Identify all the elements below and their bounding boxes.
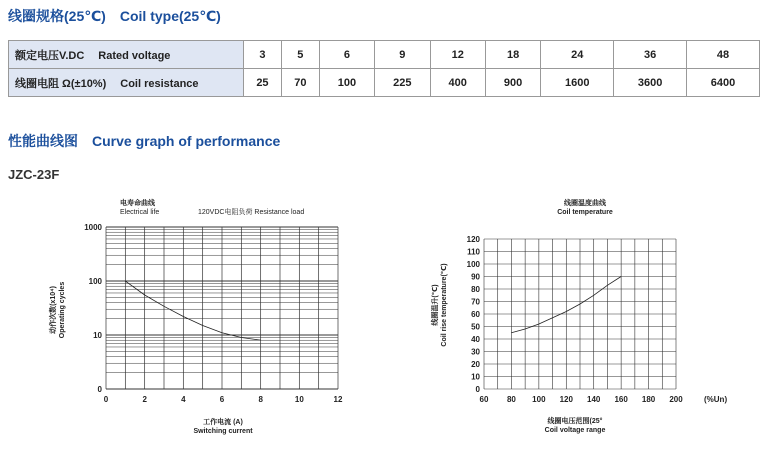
coil-type-title-en: Coil type(25℃) [119, 8, 221, 24]
table-cell: 25 [244, 69, 282, 97]
x-tick-label: 8 [258, 395, 263, 404]
chart2-xlabel-cn: 线圈电压范围(25° [547, 418, 603, 425]
coil-resistance-header [9, 69, 244, 97]
table-cell: 400 [430, 69, 485, 97]
chart2-xlabel-en: Coil voltage range [544, 427, 606, 434]
chart2-ylabel-cn: 线圈温升(℃) [432, 284, 439, 326]
table-cell: 9 [375, 41, 430, 69]
y-tick-label: 1000 [84, 223, 102, 232]
coil-resistance-label-cn: 线圈电阻 Ω(±10%) [15, 77, 107, 90]
y-tick-label: 90 [471, 272, 480, 282]
table-cell: 3 [244, 41, 282, 69]
y-tick-label: 10 [93, 331, 102, 340]
y-tick-label: 70 [471, 297, 480, 307]
rated-voltage-label-en: Rated voltage [98, 49, 171, 62]
table-cell: 70 [281, 69, 319, 97]
chart2-ylabel-en: Coil rise temperature(℃) [441, 263, 448, 347]
x-tick-label: 140 [587, 395, 601, 404]
coil-temperature-chart [430, 195, 760, 445]
curve-graph-title-cn: 性能曲线图 [8, 133, 78, 149]
table-cell: 6400 [687, 69, 760, 97]
chart1-ylabel-en: Operating cycles [59, 281, 66, 339]
x-tick-label: 6 [219, 395, 225, 404]
y-tick-label: 80 [471, 285, 480, 294]
chart1-xlabel-cn: 工作电流 (A) [203, 419, 243, 426]
x-tick-label: 0 [103, 395, 109, 404]
x-tick-label: 60 [479, 395, 489, 404]
chart2-grid [484, 239, 676, 389]
model-number: JZC-23F [8, 167, 60, 182]
table-cell: 24 [541, 41, 614, 69]
y-tick-label: 110 [467, 247, 480, 257]
chart1-note: 120VDC电阻负荷 Resistance load [198, 209, 305, 216]
chart1-title-cn: 电寿命曲线 [120, 200, 155, 207]
y-tick-label: 100 [88, 277, 102, 286]
x-tick-label: 10 [294, 395, 304, 404]
chart2-ticks [467, 235, 684, 404]
chart1-xlabel-en: Switching current [193, 428, 253, 435]
table-cell: 48 [687, 41, 760, 69]
chart2-title-en: Coil temperature [557, 209, 613, 216]
coil-resistance-row [9, 69, 760, 97]
coil-spec-table [8, 40, 760, 97]
x-tick-label: 180 [641, 395, 656, 404]
y-tick-label: 20 [471, 360, 480, 369]
x-tick-label: 100 [532, 395, 546, 404]
chart1-title-en: Electrical life [120, 209, 160, 216]
y-tick-label: 10 [471, 372, 480, 382]
x-tick-label: 120 [559, 395, 573, 404]
rated-voltage-row [9, 41, 760, 69]
table-cell: 36 [614, 41, 687, 69]
y-tick-label: 120 [466, 235, 480, 244]
curve-graph-title-en: Curve graph of performance [92, 133, 281, 149]
table-cell: 100 [319, 69, 374, 97]
chart1-ticks [84, 223, 343, 404]
table-cell: 1600 [541, 69, 614, 97]
x-tick-label: 4 [181, 395, 186, 404]
y-tick-label: 40 [471, 335, 480, 344]
table-cell: 5 [281, 41, 319, 69]
x-tick-label: 80 [506, 395, 516, 404]
coil-type-title-cn: 线圈规格(25℃) [8, 8, 106, 24]
coil-type-title [8, 6, 221, 26]
y-tick-label: 50 [471, 322, 480, 332]
y-tick-label: 0 [475, 385, 480, 394]
table-cell: 3600 [614, 69, 687, 97]
rated-voltage-label-cn: 额定电压V.DC [15, 49, 85, 62]
x-tick-label: 2 [142, 395, 147, 404]
chart1-series-line [125, 281, 260, 340]
x-tick-label: 200 [669, 395, 683, 404]
table-cell: 12 [430, 41, 485, 69]
y-tick-label: 100 [466, 260, 480, 269]
rated-voltage-header [9, 41, 244, 69]
table-cell: 225 [375, 69, 430, 97]
chart1-ylabel-cn: 动作次数(x10⁴) [50, 286, 57, 334]
y-tick-label: 30 [471, 347, 480, 357]
x-tick-label: 12 [333, 395, 343, 404]
electrical-life-chart [40, 195, 360, 445]
x-tick-label: 160 [614, 395, 628, 404]
y-tick-label: 60 [471, 310, 480, 319]
chart2-title-cn: 线圈温度曲线 [564, 200, 606, 207]
chart2-x-unit: (%Un) [704, 395, 728, 404]
curve-graph-title [8, 131, 280, 151]
chart1-grid [106, 227, 338, 389]
table-cell: 6 [319, 41, 374, 69]
table-cell: 18 [485, 41, 540, 69]
coil-resistance-label-en: Coil resistance [120, 77, 199, 90]
table-cell: 900 [485, 69, 540, 97]
y-tick-label: 0 [97, 385, 102, 394]
